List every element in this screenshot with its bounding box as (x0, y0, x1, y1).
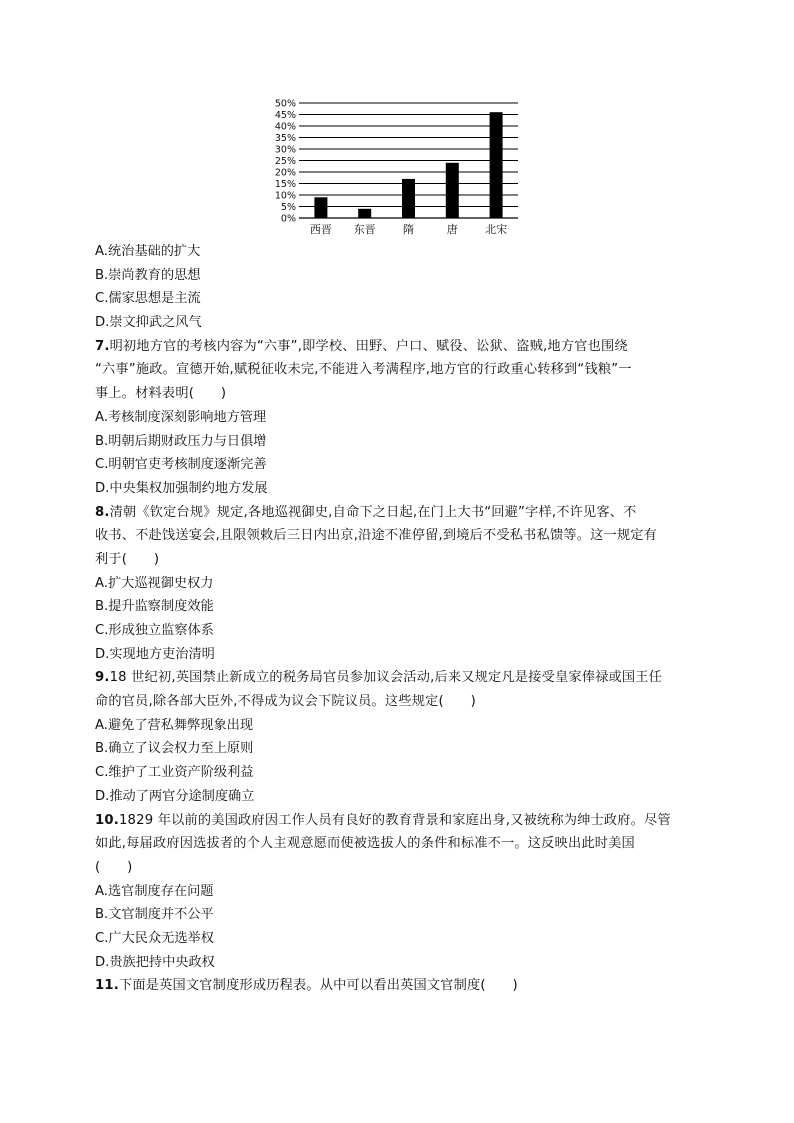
q7-option-a: A.考核制度深刻影响地方管理 (95, 409, 267, 425)
question-9 (95, 666, 705, 713)
bar-chart-svg (270, 95, 530, 240)
q6-option-a: A.统治基础的扩大 (95, 244, 201, 259)
x-tick-label: 唐 (446, 223, 458, 236)
q10-option-d: D.贵族把持中央政权 (95, 954, 215, 970)
question-number: 11. (95, 978, 119, 994)
q10-option-a: A.选官制度存在问题 (95, 883, 214, 899)
q9-option-b: B.确立了议会权力至上原则 (95, 741, 254, 757)
q7-option-d: D.中央集权加强制约地方发展 (95, 480, 268, 496)
question-7 (95, 335, 705, 406)
q6-option-c: C.儒家思想是主流 (95, 291, 201, 307)
q6-option-d: D.崇文抑武之风气 (95, 315, 202, 331)
q9-option-c: C.维护了工业资产阶级利益 (95, 765, 254, 781)
y-tick-label: 20% (274, 167, 296, 179)
question-number: 9. (95, 670, 110, 686)
question-stem-line: 收书、不赴饯送宴会,且限领敕后三日内出京,沿途不准停留,到境后不受私书私馈等。这一规定有 (95, 528, 658, 544)
bar-4 (446, 163, 459, 218)
question-10 (95, 809, 705, 880)
q7-option-c: C.明朝官吏考核制度逐渐完善 (95, 457, 267, 473)
y-tick-label: 50% (274, 98, 296, 110)
q8-option-b: B.提升监察制度效能 (95, 599, 214, 615)
q7-options (95, 406, 705, 501)
bar-1 (314, 197, 327, 218)
question-stem-line: 利于( ) (95, 551, 160, 567)
y-tick-label: 10% (274, 190, 296, 202)
question-stem-line: 下面是英国文官制度形成历程表。从中可以看出英国文官制度( ) (118, 978, 518, 994)
y-tick-label: 25% (274, 156, 296, 167)
x-tick-label: 东晋 (353, 223, 376, 236)
q7-option-b: B.明朝后期财政压力与日俱增 (95, 433, 267, 449)
question-stem-line: 1829 年以前的美国政府因工作人员有良好的教育背景和家庭出身,又被统称为绅士政府。尽管 (118, 812, 671, 828)
question-stem-line: “六事”施政。宣德开始,赋税征收未完,不能进入考满程序,地方官的行政重心转移到“钱粮”一 (95, 362, 632, 378)
q9-options (95, 714, 705, 809)
y-tick-label: 40% (274, 121, 296, 133)
bar-3 (402, 179, 415, 218)
bar-5 (490, 112, 503, 218)
question-number: 8. (95, 504, 110, 520)
question-stem-line: 明初地方官的考核内容为“六事”,即学校、田野、户口、赋役、讼狱、盗贼,地方官也围绕 (109, 338, 628, 354)
y-tick-label: 15% (274, 179, 296, 190)
x-tick-label: 北宋 (485, 223, 508, 236)
y-tick-label: 30% (274, 144, 296, 156)
q8-option-a: A.扩大巡视御史权力 (95, 575, 214, 591)
x-tick-label: 隋 (403, 223, 414, 236)
q8-options (95, 572, 705, 667)
question-stem-line: 命的官员,除各部大臣外,不得成为议会下院议员。这些规定( ) (95, 694, 476, 710)
q9-option-a: A.避免了营私舞弊现象出现 (95, 717, 254, 733)
q10-option-c: C.广大民众无选举权 (95, 930, 214, 946)
q6-options (95, 240, 705, 335)
q9-option-d: D.推动了两官分途制度确立 (95, 788, 255, 804)
q6-option-b: B.崇尚教育的思想 (95, 267, 201, 283)
y-tick-label: 5% (280, 202, 296, 213)
y-tick-label: 0% (280, 213, 296, 225)
question-number: 10. (95, 812, 119, 828)
chart-canvas (270, 95, 530, 240)
q10-option-b: B.文官制度并不公平 (95, 907, 214, 923)
bar-2 (358, 209, 371, 218)
question-stem-line: 事上。材料表明( ) (95, 386, 227, 402)
question-11 (95, 974, 705, 998)
question-8 (95, 501, 705, 572)
question-stem-line: 清朝《钦定台规》规定,各地巡视御史,自命下之日起,在门上大书“回避”字样,不许见客、不 (109, 504, 637, 520)
y-tick-label: 35% (274, 133, 296, 144)
question-number: 7. (95, 338, 110, 354)
q8-option-c: C.形成独立监察体系 (95, 623, 214, 638)
bar-chart (270, 95, 530, 240)
question-stem-line: 如此,每届政府因选拔者的个人主观意愿而使被选拔人的条件和标准不一。这反映出此时美国 (95, 836, 635, 852)
y-tick-label: 45% (274, 110, 296, 121)
question-stem-line: ( ) (95, 859, 133, 875)
question-stem-line: 18 世纪初,英国禁止新成立的税务局官员参加议会活动,后来又规定凡是接受皇家俸禄或国王任 (109, 670, 663, 686)
question-content (95, 240, 705, 998)
q10-options (95, 880, 705, 975)
q8-option-d: D.实现地方吏治清明 (95, 646, 215, 662)
x-tick-label: 西晋 (309, 223, 332, 236)
